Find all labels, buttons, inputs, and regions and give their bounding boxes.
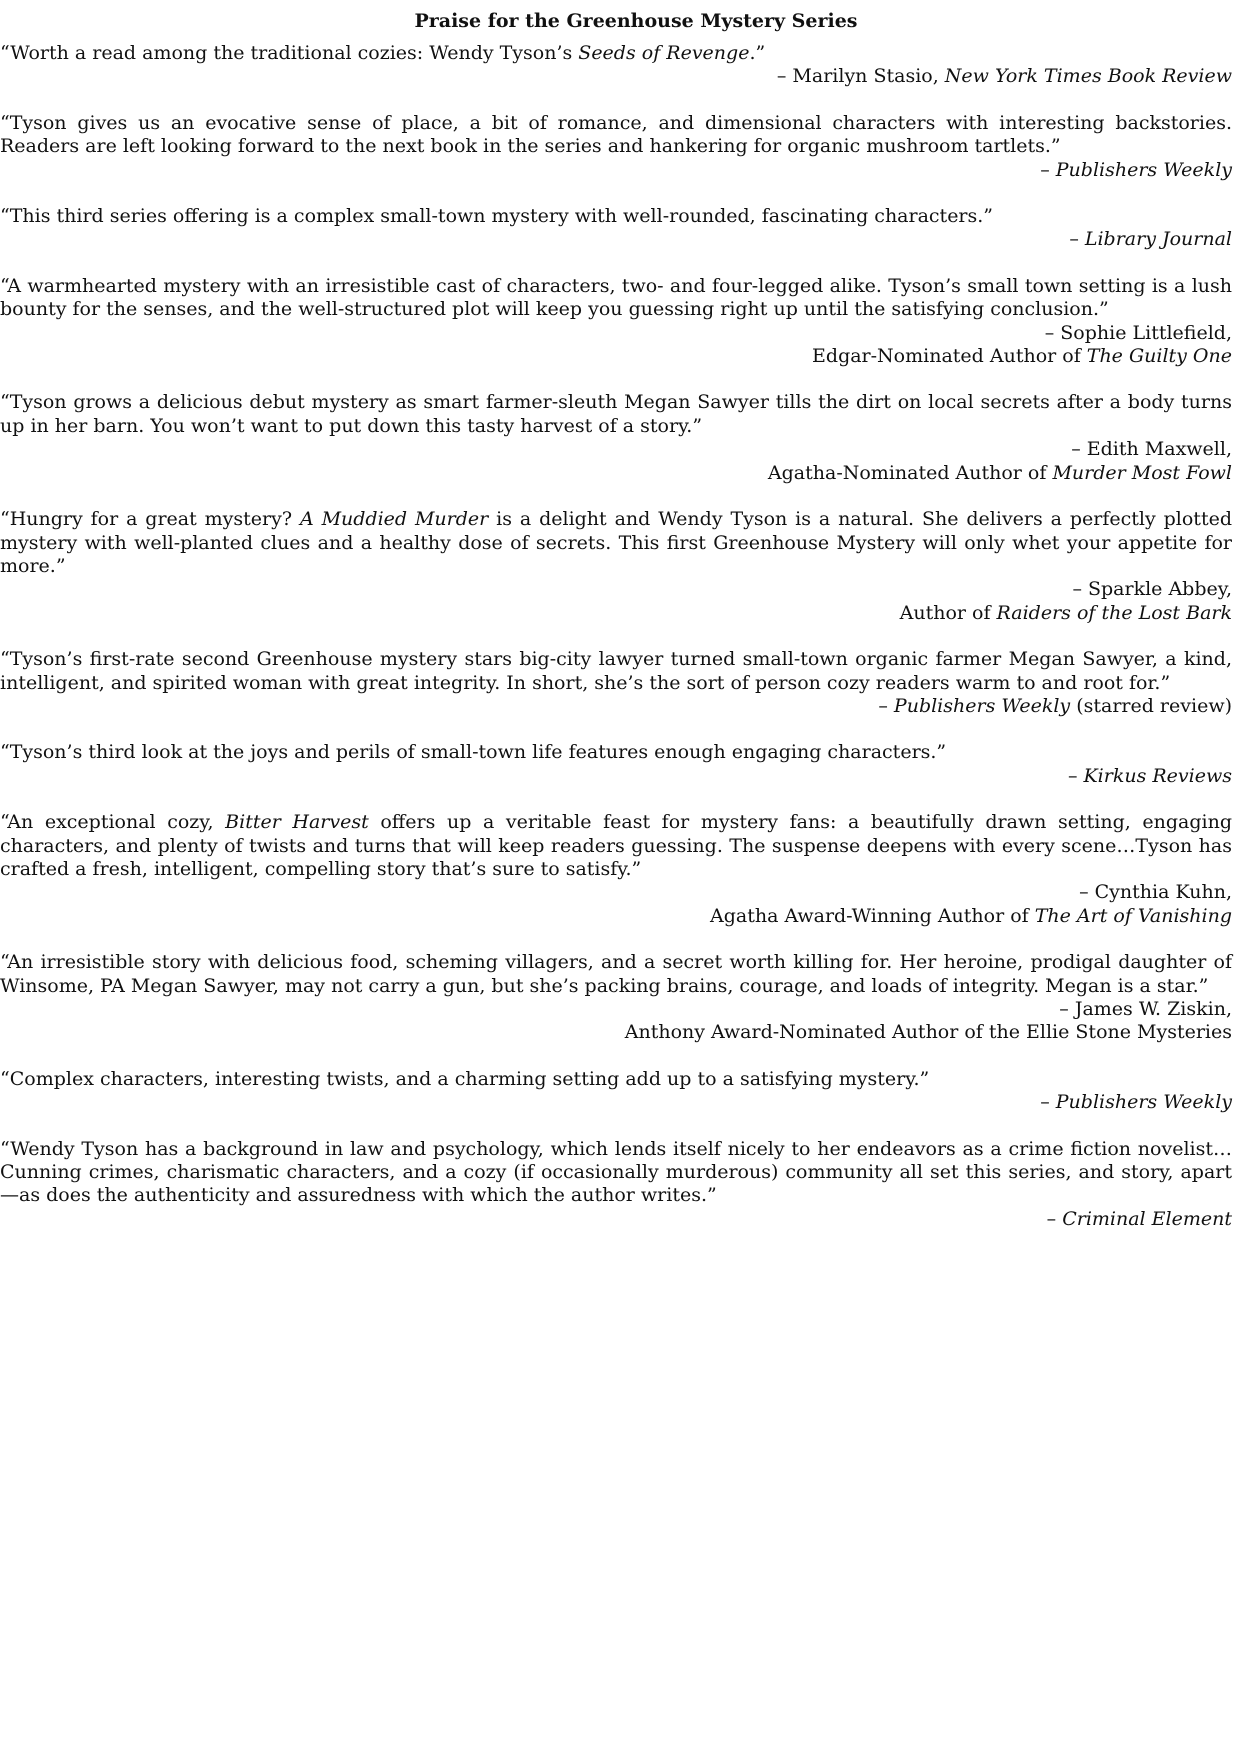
attribution-text: Edgar-Nominated Author of	[812, 345, 1087, 368]
blurb	[0, 391, 1232, 485]
attribution-source-italic: Library Journal	[1084, 228, 1232, 251]
quote-text: “Hungry for a great mystery?	[0, 508, 300, 531]
blurb-quote	[0, 811, 1232, 881]
blurb-attribution: – James W. Ziskin,	[1059, 998, 1232, 1020]
attribution-text: –	[1046, 1207, 1063, 1230]
attribution-text: Agatha-Nominated Author of	[767, 461, 1053, 484]
blurb-quote: “Complex characters, interesting twists, and a charming setting add up to a satisfying mystery.”	[0, 1067, 930, 1090]
blurb	[0, 42, 1232, 89]
quote-title-italic: Seeds of Revenge	[578, 42, 750, 64]
blurb	[0, 205, 1232, 252]
attribution-text: – Marilyn Stasio,	[776, 65, 945, 88]
blurb	[0, 811, 1232, 928]
blurb	[0, 1138, 1232, 1232]
blurb-attribution	[0, 65, 1232, 88]
attribution-source-italic: Publishers Weekly	[1055, 1091, 1232, 1114]
attribution-text: Author of	[899, 601, 997, 624]
blurb-attribution: – Sophie Littlefield,	[1044, 321, 1232, 344]
attribution-text: Agatha Award-Winning Author of	[710, 904, 1035, 927]
attribution-text: –	[1040, 158, 1056, 181]
attribution-source-italic: Criminal Element	[1062, 1207, 1232, 1230]
attribution-text: (starred review)	[1070, 694, 1232, 717]
blurb-quote: “Wendy Tyson has a background in law and psychology, which lends itself nicely to her endeavors as a crime fiction novelist…Cunning crimes, charismatic characters, and a cozy (if occasionally murderous) community all set this series, and story, apart—as does the authenticity and assuredness with which the author writes.”	[0, 1137, 1232, 1207]
attribution-book-italic: The Art of Vanishing	[1034, 904, 1232, 927]
blurb-attribution-credit	[0, 905, 1232, 928]
blurb-quote: “Tyson’s third look at the joys and perils of small-town life features enough engaging characters.”	[0, 741, 947, 764]
attribution-source-italic: Publishers Weekly	[1055, 158, 1232, 181]
quote-text: “An exceptional cozy,	[0, 811, 226, 834]
blurb-attribution	[0, 228, 1232, 251]
blurb-quote: “An irresistible story with delicious food, scheming villagers, and a secret worth killing for. Her heroine, prodigal daughter of Winsome, PA Megan Sawyer, may not carry a gun, but she’s packing brains, courage, and loads of integrity. Megan is a star.”	[0, 951, 1232, 997]
blurb-quote: “Tyson’s first-rate second Greenhouse mystery stars big-city lawyer turned small-town organic farmer Megan Sawyer, a kind, intelligent, and spirited woman with great integrity. In short, she’s the sort of person cozy readers warm to and root for.”	[0, 648, 1232, 694]
blurb-quote: “Tyson grows a delicious debut mystery as smart farmer-sleuth Megan Sawyer tills the dirt on local secrets after a body turns up in her barn. You won’t want to put down this tasty harvest of a story.”	[0, 391, 1232, 437]
blurb-attribution-credit	[0, 345, 1232, 368]
attribution-source-italic: Kirkus Reviews	[1083, 764, 1232, 787]
blurb-attribution: – Sparkle Abbey,	[1072, 578, 1232, 601]
attribution-text: –	[1069, 228, 1085, 251]
attribution-book-italic: The Guilty One	[1086, 345, 1232, 368]
attribution-text: –	[1040, 1091, 1056, 1114]
quote-title-italic: A Muddied Murder	[299, 508, 489, 531]
quote-text: is a delight and Wendy Tyson is a natural. She delivers a perfectly plotted mystery with well-planted clues and a healthy dose of secrets. This first Greenhouse Mystery will only whet your appetite for more.”	[0, 508, 1232, 577]
blurb	[0, 508, 1232, 625]
blurb-quote: “Tyson gives us an evocative sense of place, a bit of romance, and dimensional characters with interesting backstories. Readers are left looking forward to the next book in the series and hankering for organic mushroom tartlets.”	[0, 111, 1232, 158]
quote-text: .”	[749, 42, 766, 64]
blurb-attribution	[0, 695, 1232, 718]
blurb-quote	[0, 42, 1232, 65]
page-title: Praise for the Greenhouse Mystery Series	[414, 10, 858, 32]
blurb-attribution	[0, 159, 1232, 182]
attribution-text: –	[1067, 764, 1084, 787]
quote-text: offers up a veritable feast for mystery fans: a beautifully drawn setting, engaging characters, and plenty of twists and turns that will keep readers guessing. The suspense deepens with every scene…Tyson has crafted a fresh, intelligent, compelling story that’s sure to satisfy.”	[0, 811, 1233, 880]
attribution-source-italic: New York Times Book Review	[944, 65, 1232, 88]
blurb	[0, 951, 1232, 1045]
blurb-attribution-credit	[0, 602, 1232, 625]
blurb	[0, 112, 1232, 182]
blurb	[0, 275, 1232, 369]
quote-title-italic: Bitter Harvest	[225, 811, 369, 834]
blurb-attribution: – Cynthia Kuhn,	[1079, 881, 1232, 904]
attribution-source-italic: Publishers Weekly	[893, 694, 1071, 717]
blurb-quote	[0, 508, 1232, 578]
attribution-book-italic: Raiders of the Lost Bark	[996, 601, 1232, 624]
blurb-attribution-credit: Anthony Award-Nominated Author of the Ellie Stone Mysteries	[624, 1021, 1232, 1044]
blurb-quote: “This third series offering is a complex small-town mystery with well-rounded, fascinating characters.”	[0, 205, 994, 228]
blurb	[0, 741, 1232, 788]
blurb	[0, 1068, 1232, 1115]
blurb-attribution	[0, 1091, 1232, 1114]
attribution-text: –	[878, 694, 894, 717]
blurb-quote: “A warmhearted mystery with an irresistible cast of characters, two- and four-legged alike. Tyson’s small town setting is a lush bounty for the senses, and the well-structured plot will keep you guessing right up until the satisfying conclusion.”	[0, 274, 1232, 321]
quote-text: “Worth a read among the traditional cozies: Wendy Tyson’s	[0, 42, 579, 64]
blurb-attribution-credit	[0, 462, 1232, 485]
blurb	[0, 648, 1232, 718]
attribution-book-italic: Murder Most Fowl	[1052, 461, 1232, 484]
blurb-attribution: – Edith Maxwell,	[1071, 438, 1232, 461]
blurb-attribution	[0, 1208, 1232, 1231]
blurb-attribution	[0, 765, 1232, 788]
